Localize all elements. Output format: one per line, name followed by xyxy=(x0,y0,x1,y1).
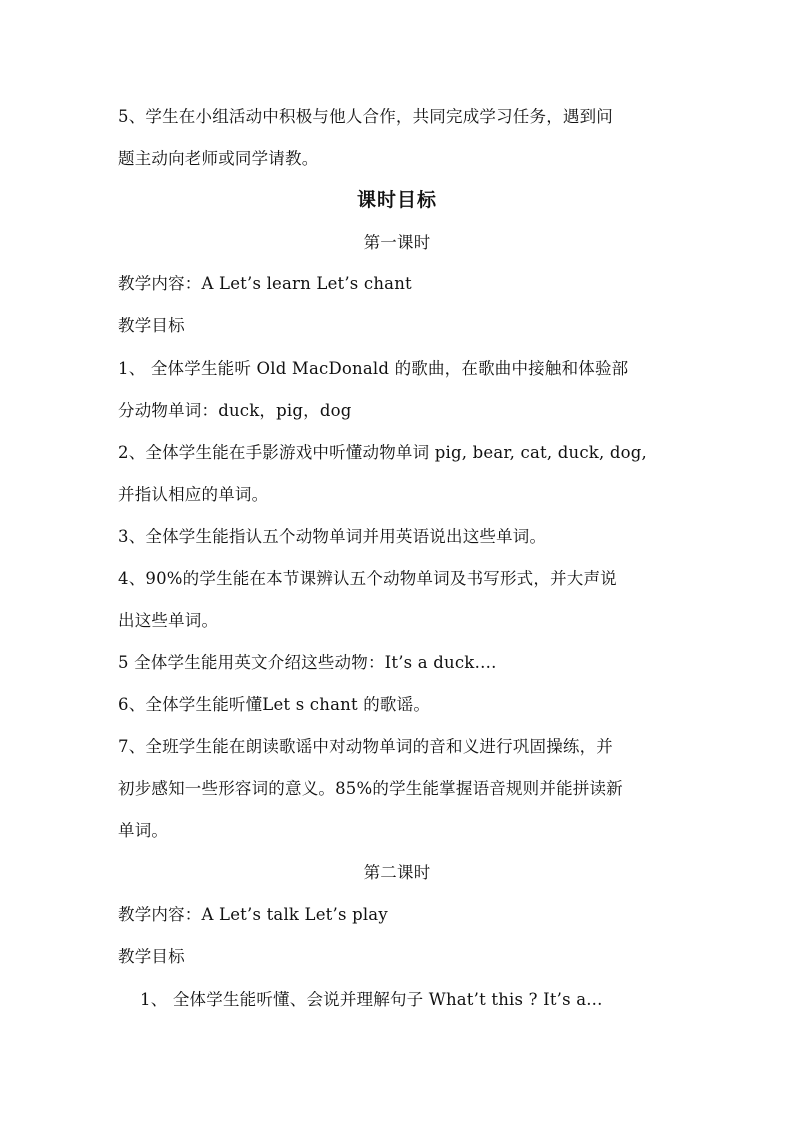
lesson-1-goal-7-line-2: 初步感知一些形容词的意义。85%的学生能掌握语音规则并能拼读新 xyxy=(118,779,623,798)
lesson-1-goal-5: 5 全体学生能用英文介绍这些动物：It’s a duck…. xyxy=(118,653,497,672)
lesson-1-goal-1-line-1: 1、 全体学生能听 Old MacDonald 的歌曲，在歌曲中接触和体验部 xyxy=(118,359,629,378)
lesson-2-goal-1: 1、 全体学生能听懂、会说并理解句子 What’t this ? It’s a... xyxy=(140,990,603,1009)
lesson-1-goal-4-line-2: 出这些单词。 xyxy=(118,611,219,630)
lesson-1-content: 教学内容：A Let’s learn Let’s chant xyxy=(118,274,412,293)
section-title: 课时目标 xyxy=(356,189,437,211)
lesson-1-goal-2-line-1: 2、全体学生能在手影游戏中听懂动物单词 pig, bear, cat, duck, dog, xyxy=(118,443,647,462)
lesson-1-goal-6: 6、全体学生能听懂Let s chant 的歌谣。 xyxy=(118,695,431,714)
lesson-1-goal-3: 3、全体学生能指认五个动物单词并用英语说出这些单词。 xyxy=(118,527,547,546)
lesson-1-goal-4-line-1: 4、90%的学生能在本节课辨认五个动物单词及书写形式，并大声说 xyxy=(118,569,617,588)
lesson-1-goal-7-line-1: 7、全班学生能在朗读歌谣中对动物单词的音和义进行巩固操练，并 xyxy=(118,737,613,756)
lesson-2-title: 第二课时 xyxy=(363,863,431,882)
lesson-1-goals-label: 教学目标 xyxy=(118,316,185,335)
lesson-1-goal-7-line-3: 单词。 xyxy=(118,821,169,840)
lesson-1-title: 第一课时 xyxy=(363,233,431,252)
intro-item-5-line-2: 题主动向老师或同学请教。 xyxy=(118,149,319,168)
intro-item-5-line-1: 5、学生在小组活动中积极与他人合作，共同完成学习任务，遇到问 xyxy=(118,107,613,126)
lesson-2-goals-label: 教学目标 xyxy=(118,947,185,966)
lesson-1-goal-1-line-2: 分动物单词：duck，pig，dog xyxy=(118,401,352,420)
lesson-1-goal-2-line-2: 并指认相应的单词。 xyxy=(118,485,269,504)
lesson-2-content: 教学内容：A Let’s talk Let’s play xyxy=(118,905,388,924)
